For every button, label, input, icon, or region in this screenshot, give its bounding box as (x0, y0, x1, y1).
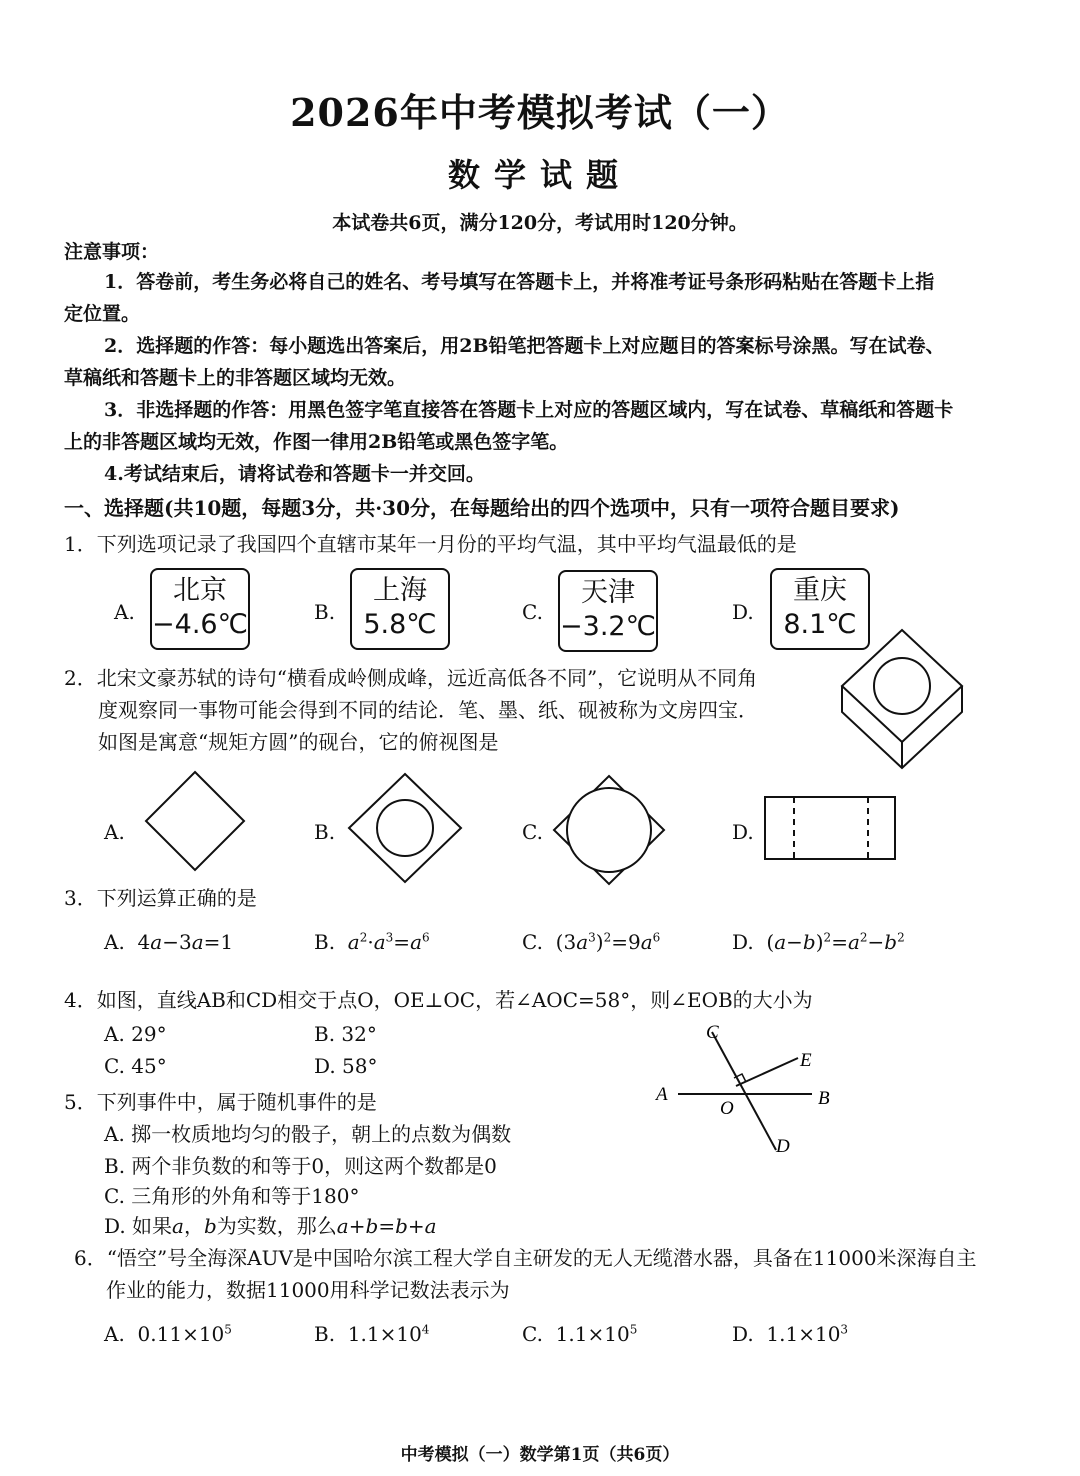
q1-option-c-box (558, 570, 658, 652)
notes-heading: 注意事项： (64, 241, 160, 263)
q4-stem: 4．如图，直线AB和CD相交于点O，OE⊥OC，若∠AOC=58°，则∠EOB的大小为 (64, 988, 813, 1012)
q1-option-a-box (150, 568, 250, 650)
note-1a: 1．答卷前，考生务必将自己的姓名、考号填写在答题卡上，并将准考证号条形码粘贴在答题卡上指 (104, 271, 935, 293)
q6-option-d-exp: 3 (840, 1322, 849, 1337)
q5-option-b: B. 两个非负数的和等于0，则这两个数都是0 (104, 1154, 497, 1178)
q4-angle-figure (650, 1016, 840, 1158)
q5-option-d-mid: 为实数，那么 (216, 1214, 337, 1238)
note-2b: 草稿纸和答题卡上的非答题区域均无效。 (64, 367, 407, 389)
q2-option-d-label: D. (732, 820, 754, 844)
q4-option-d: D. 58° (314, 1054, 378, 1078)
q2-option-c-figure (550, 772, 668, 888)
q2-option-a-label: A. (104, 820, 125, 844)
q6-option-c-label: C. (522, 1322, 543, 1346)
label-e: E (800, 1050, 812, 1071)
note-2a: 2．选择题的作答：每小题选出答案后，用2B铅笔把答题卡上对应题目的答案标号涂黑。写在试卷、 (104, 335, 945, 357)
q2-option-b-label: B. (314, 820, 336, 844)
q1-option-a-city: 北京 (173, 575, 227, 606)
q6-option-b-exp: 4 (421, 1322, 430, 1337)
q1-stem: 1．下列选项记录了我国四个直辖市某年一月份的平均气温，其中平均气温最低的是 (64, 532, 797, 556)
q6-option-d-base: 1.1×10 (766, 1322, 841, 1346)
q6-option-b-label: B. (314, 1322, 336, 1346)
note-4: 4.考试结束后，请将试卷和答题卡一并交回。 (104, 463, 485, 485)
q2-line-2: 度观察同一事物可能会得到不同的结论．笔、墨、纸、砚被称为文房四宝． (98, 698, 758, 722)
q6-option-d (732, 1322, 848, 1346)
q6-option-a (104, 1322, 232, 1346)
q5-stem: 5．下列事件中，属于随机事件的是 (64, 1090, 377, 1114)
q4-option-c: C. 45° (104, 1054, 167, 1078)
q6-option-a-exp: 5 (224, 1322, 232, 1337)
q5-option-d: D. 如果a，b为实数，那么a+b=b+a (104, 1214, 437, 1238)
q3-option-c-label: C. (522, 930, 543, 954)
q1-option-a-label: A. (114, 600, 135, 624)
exam-subtitle: 数学试题 (447, 156, 632, 194)
q1-option-c-label: C. (522, 600, 543, 624)
q3-option-d-label: D. (732, 930, 754, 954)
q1-option-b-temp: 5.8℃ (363, 609, 437, 640)
q5-option-a: A. 掷一枚质地均匀的骰子，朝上的点数为偶数 (104, 1122, 512, 1146)
q2-option-d-figure (762, 794, 898, 862)
exam-info: 本试卷共6页，满分120分，考试用时120分钟。 (332, 212, 748, 234)
q2-line-3: 如图是寓意“规矩方圆”的砚台，它的俯视图是 (98, 730, 499, 754)
page-footer: 中考模拟（一）数学第1页（共6页） (400, 1445, 680, 1465)
q6-option-c-exp: 5 (629, 1322, 638, 1337)
q3-option-d: D. $(a-b)^2=a^2-b^2$ (732, 930, 905, 954)
q6-option-b-base: 1.1×10 (347, 1322, 422, 1346)
note-3b: 上的非答题区域均无效，作图一律用2B铅笔或黑色签字笔。 (64, 431, 569, 453)
q1-option-a-temp: −4.6℃ (152, 609, 248, 640)
label-c: C (706, 1022, 719, 1043)
q2-line-1: 2．北宋文豪苏轼的诗句“横看成岭侧成峰，远近高低各不同”，它说明从不同角 (64, 666, 758, 690)
note-3a: 3．非选择题的作答：用黑色签字笔直接答在答题卡上对应的答题区域内，写在试卷、草稿纸和答题卡 (104, 399, 954, 421)
q4-option-b: B. 32° (314, 1022, 377, 1046)
label-a: A (656, 1084, 668, 1105)
label-d: D (776, 1136, 790, 1157)
q6-option-c (522, 1322, 637, 1346)
q6-line-1: 6．“悟空”号全海深AUV是中国哈尔滨工程大学自主研发的无人无缆潜水器，具备在11000米深海自主 (74, 1246, 977, 1270)
q6-line-2: 作业的能力，数据11000用科学记数法表示为 (106, 1278, 510, 1302)
q3-option-b: B. $a^2\cdot a^3=a^6$ (314, 930, 430, 954)
q6-option-c-base: 1.1×10 (555, 1322, 630, 1346)
q1-option-b-label: B. (314, 600, 336, 624)
q3-option-a: A. 4a−3a=1 (104, 930, 234, 954)
exam-title: 2026年中考模拟考试（一） (290, 90, 790, 135)
q3-stem: 3．下列运算正确的是 (64, 886, 257, 910)
q6-option-d-label: D. (732, 1322, 754, 1346)
q4-option-a: A. 29° (104, 1022, 167, 1046)
q3-option-b-label: B. (314, 930, 336, 954)
q1-option-c-city: 天津 (581, 577, 635, 608)
q2-option-c-label: C. (522, 820, 543, 844)
q5-option-c: C. 三角形的外角和等于180° (104, 1184, 360, 1208)
q3-option-a-label: A. (104, 930, 125, 954)
note-1b: 定位置。 (64, 303, 141, 325)
q1-option-d-city: 重庆 (793, 575, 847, 606)
q6-option-b (314, 1322, 429, 1346)
q6-option-a-label: A. (104, 1322, 125, 1346)
q1-option-c-temp: −3.2℃ (560, 611, 656, 642)
q1-option-b-box (350, 568, 450, 650)
label-b: B (818, 1088, 830, 1109)
q2-option-a-figure (140, 768, 250, 878)
q5-option-d-prefix: D. 如果 (104, 1214, 173, 1238)
q1-option-b-city: 上海 (373, 575, 427, 606)
q1-option-d-label: D. (732, 600, 754, 624)
q2-option-b-figure (345, 770, 465, 886)
section-heading: 一、选择题(共10题，每题3分，共·30分，在每题给出的四个选项中，只有一项符合题目要求) (64, 496, 900, 520)
q6-option-a-base: 0.11×10 (137, 1322, 225, 1346)
inkstone-figure (836, 626, 968, 772)
q1-option-d-temp: 8.1℃ (783, 609, 857, 640)
label-o: O (720, 1098, 734, 1119)
q3-option-c: C. $(3a^3)^2=9a^6$ (522, 930, 661, 954)
